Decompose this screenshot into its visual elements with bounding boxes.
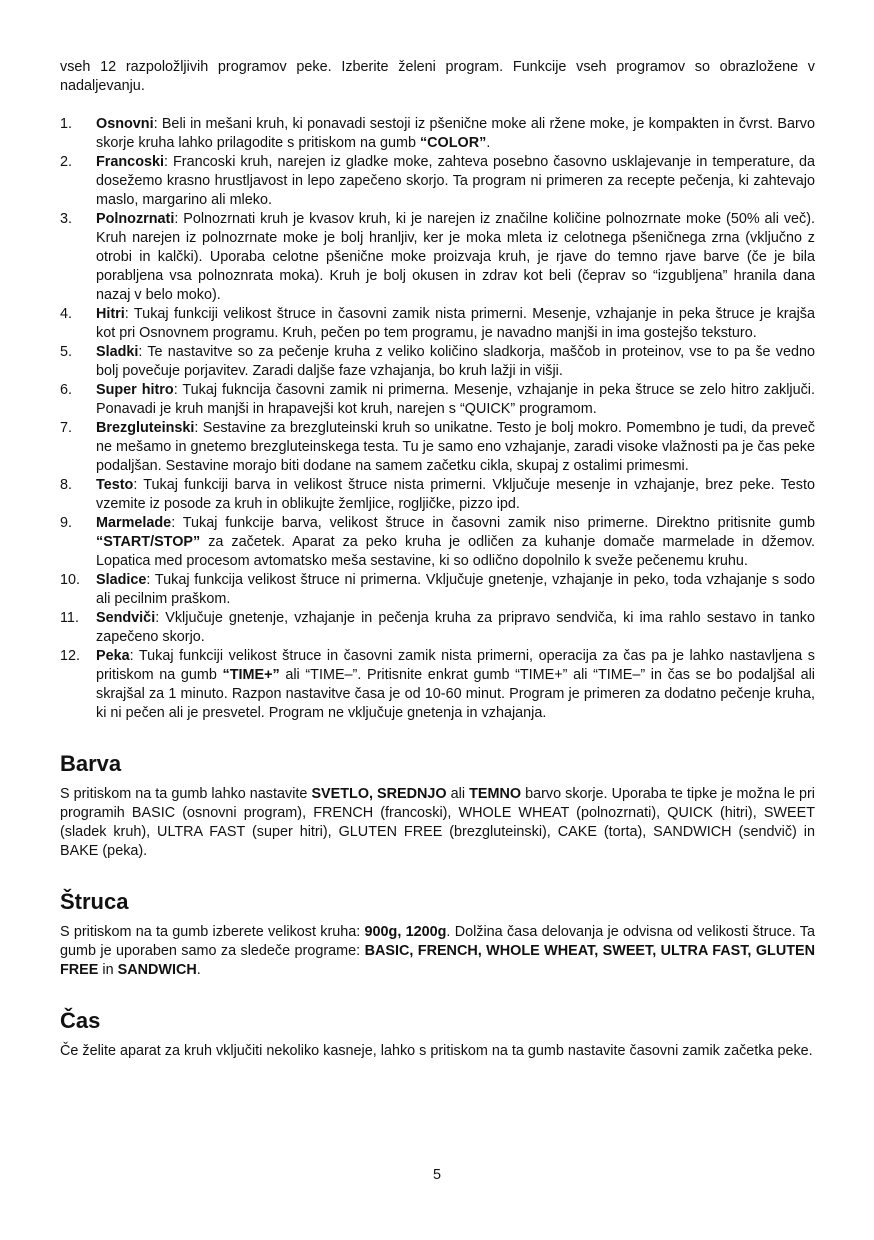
program-item — [60, 571, 815, 609]
program-name: Marmelade — [96, 515, 172, 531]
barva-paragraph — [60, 785, 815, 861]
program-number: 9. — [60, 515, 73, 531]
program-item — [60, 476, 815, 514]
bold-run: BASIC, FRENCH, WHOLE WHEAT, SWEET, ULTRA FAST, GLUTEN FREE — [60, 943, 815, 978]
program-text: : Polnozrnati kruh je kvasov kruh, ki je narejen iz značilne količine polnozrnate moke (50% ali več). Kruh narejen iz polnozrnate moke je bolj hranljiv, ker je moka mleta iz celotnega pšeničnega zrna (vključno z otrobi in kalčki). Uporaba celotne pšenične moke proizvaja kruh, je rjave do temno rjave barve (če je bila porabljena vsa polnoznrata moka). Kruh je bolj okusen in zdrav kot beli (čeprav so “izgubljena” hranila dana nazaj v belo moko). — [96, 211, 815, 303]
program-item — [60, 343, 815, 381]
program-text: : Tukaj funkciji velikost štruce in časovni zamik nista primerni, operacija za čas pa je lahko nastavljena s pritiskom na gumb — [96, 648, 815, 683]
program-item — [60, 305, 815, 343]
section-title-struca: Štruca — [60, 889, 129, 914]
program-description — [96, 571, 815, 609]
program-number: 7. — [60, 420, 73, 436]
program-text: : Francoski kruh, narejen iz gladke moke, zahteva posebno časovno usklajevanje in temperature, da dosežemo krasno hrustljavost in lepo zapečeno skorjo. Ta program ni primeren za recepte pečenja, ki zahtevajo maslo, margarino ali mleko. — [96, 154, 815, 208]
program-text-tail: ali “TIME–”. Pritisnite enkrat gumb “TIME+” ali “TIME–” in čas se bo podaljšal ali skrajšal za 1 minuto. Razpon nastavitve časa je od 10-60 minut. Program je primeren za dodatno pečenje kruha, ki ni pečen ali je presvetel. Program ne vključuje gnetenja in vzhajanja. — [96, 667, 815, 721]
text-run: S pritiskom na ta gumb izberete velikost kruha: — [60, 924, 365, 940]
program-text: : Sestavine za brezgluteinski kruh so unikatne. Testo je bolj mokro. Pomembno je tudi, da preveč ne mešamo in gnetemo brezgluteinskega testa. Tu je samo eno vzhajanje, zaradi visoke vlažnosti pa je čas peke podaljšan. Sestavine morajo biti dodane na samem začetku cikla, skupaj z ostalimi primesmi. — [96, 420, 815, 474]
program-item — [60, 514, 815, 571]
program-number: 10. — [60, 572, 81, 588]
program-text-tail: za začetek. Aparat za peko kruha je odličen za kuhanje domače marmelade in džemov. Lopatica med procesom avtomatsko meša sestavine, ki so odlično dopolnilo k sveže pečenemu kruhu. — [96, 534, 815, 569]
program-name: Sladice — [96, 572, 147, 588]
program-description — [96, 381, 815, 419]
program-description — [96, 609, 815, 647]
text-run: barvo skorje. Uporaba te tipke je možna le pri programih BASIC (osnovni program), FRENCH (francoski), WHOLE WHEAT (polnozrnati), QUICK (hitri), SWEET (sladek kruh), ULTRA FAST (super hitri), GLUTEN FREE (brezgluteinski), CAKE (torta), SANDWICH (sendvič) in BAKE (peka). — [60, 786, 816, 859]
program-number: 3. — [60, 211, 73, 227]
program-number: 6. — [60, 382, 73, 398]
program-text: : Tukaj fukncija časovni zamik ni primerna. Mesenje, vzhajanje in peka štruce se zelo hitro zaključi. Ponavadi je kruh manjši in hrapavejši kot kruh, narejen s “QUICK” programom. — [96, 382, 815, 417]
section-title-cas: Čas — [60, 1008, 101, 1033]
program-name: Super hitro — [96, 382, 174, 398]
program-number: 4. — [60, 306, 73, 322]
program-name: Peka — [96, 648, 130, 664]
program-description — [96, 305, 815, 343]
program-number: 8. — [60, 477, 73, 493]
program-item — [60, 609, 815, 647]
program-text: : Tukaj funkcija velikost štruce ni primerna. Vključuje gnetenje, vzhajanje in peko, toda vzhajanje s sodo ali pecilnim praškom. — [96, 572, 815, 607]
program-button-label: “START/STOP” — [96, 534, 201, 550]
program-description — [96, 476, 815, 514]
program-number: 1. — [60, 116, 73, 132]
program-description — [96, 210, 815, 305]
program-name: Brezgluteinski — [96, 420, 195, 436]
program-text: : Tukaj funkcije barva, velikost štruce in časovni zamik niso primerne. Direktno pritisnite gumb — [171, 515, 815, 531]
program-text: : Beli in mešani kruh, ki ponavadi sestoji iz pšenične moke ali ržene moke, je kompakten in čvrst. Barvo skorje kruha lahko prilagodite s pritiskom na gumb — [96, 116, 815, 151]
program-name: Testo — [96, 477, 134, 493]
bold-run: SANDWICH — [117, 962, 197, 978]
program-description — [96, 153, 815, 210]
text-run: ali — [446, 786, 470, 802]
program-name: Sladki — [96, 344, 139, 360]
program-number: 12. — [60, 648, 81, 664]
page-number: 5 — [432, 1167, 441, 1183]
program-number: 2. — [60, 154, 73, 170]
program-item — [60, 153, 815, 210]
program-button-label: “COLOR” — [419, 135, 487, 151]
program-text: : Tukaj funkciji barva in velikost štruce nista primerni. Vključuje mesenje in vzhajanje, brez peke. Testo vzemite iz posode za kruh in oblikujte žemljice, rogljičke, pizzo ipd. — [96, 477, 815, 512]
program-item — [60, 419, 815, 476]
program-text: : Tukaj funkciji velikost štruce in časovni zamik nista primerni. Mesenje, vzhajanje in peka štruce je krajša kot pri Osnovnem programu. Kruh, pečen po tem programu, je navadno manjši in ima gostejšo teksturo. — [96, 306, 815, 341]
text-run: . — [196, 962, 201, 978]
bold-run: 900g, 1200g — [364, 924, 447, 940]
intro-paragraph: vseh 12 razpoložljivih programov peke. Izberite želeni program. Funkcije vseh programov so obrazložene v nadaljevanju. — [60, 59, 815, 94]
program-text-tail: . — [486, 135, 491, 151]
struca-paragraph — [60, 923, 815, 980]
program-text: : Vključuje gnetenje, vzhajanje in pečenja kruha za pripravo sendviča, ki ima rahlo sestavo in tanko zapečeno skorjo. — [96, 610, 815, 645]
program-button-label: “TIME+” — [222, 667, 280, 683]
program-description — [96, 343, 815, 381]
program-item — [60, 381, 815, 419]
text-run: S pritiskom na ta gumb lahko nastavite — [60, 786, 312, 802]
program-description — [96, 419, 815, 476]
text-run: in — [98, 962, 118, 978]
section-title-barva: Barva — [60, 751, 122, 776]
program-name: Francoski — [96, 154, 164, 170]
program-list — [60, 115, 815, 723]
program-name: Polnozrnati — [96, 211, 175, 227]
program-description — [96, 514, 815, 571]
program-description — [96, 115, 815, 153]
program-item — [60, 647, 815, 723]
bold-run: SVETLO, SREDNJO — [311, 786, 447, 802]
program-name: Hitri — [96, 306, 125, 322]
program-number: 11. — [60, 610, 79, 626]
text-run: . Dolžina časa delovanja je odvisna od velikosti štruce. Ta gumb je uporaben samo za sledeče programe: — [60, 924, 815, 959]
program-description — [96, 647, 815, 723]
program-number: 5. — [60, 344, 73, 360]
bold-run: TEMNO — [469, 786, 522, 802]
cas-paragraph: Če želite aparat za kruh vključiti nekoliko kasneje, lahko s pritiskom na ta gumb nastavite časovni zamik začetka peke. — [60, 1043, 813, 1059]
program-name: Sendviči — [96, 610, 156, 626]
program-text: : Te nastavitve so za pečenje kruha z veliko količino sladkorja, maščob in proteinov, vse to pa še vedno bolj povečuje porjavitev. Zaradi daljše faze vzhajanja, bo kruh lažji in višji. — [96, 344, 815, 379]
program-item — [60, 210, 815, 305]
document-page — [60, 58, 815, 1061]
program-name: Osnovni — [96, 116, 154, 132]
program-item — [60, 115, 815, 153]
